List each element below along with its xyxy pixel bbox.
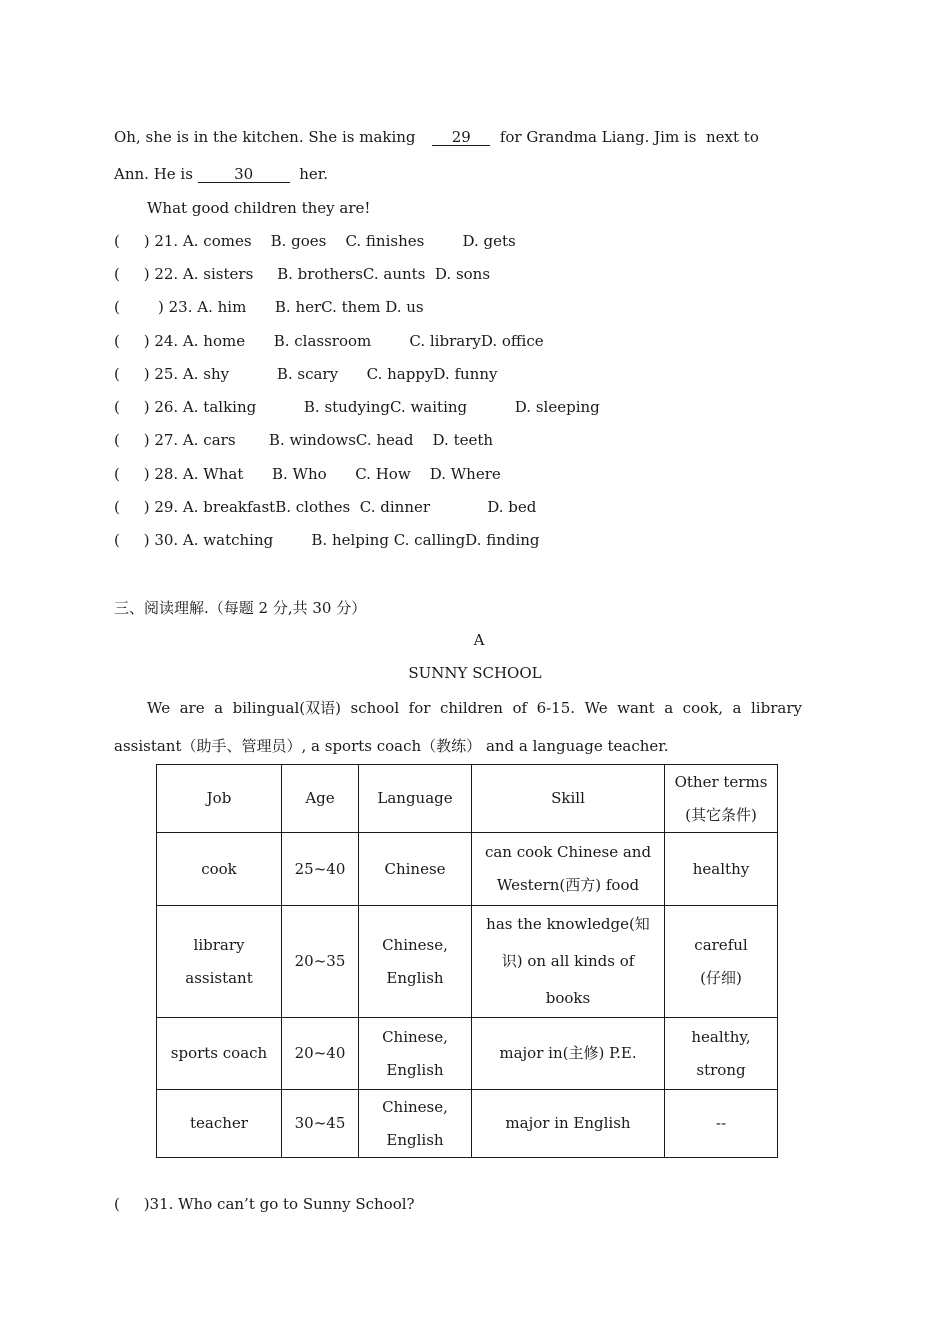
cell-skill: has the knowledge(知识) on all kinds of books [472, 906, 665, 1018]
cell-age: 30~45 [282, 1090, 359, 1158]
passage-title: SUNNY SCHOOL [408, 664, 542, 682]
cell-job: library assistant [157, 906, 282, 1018]
question-27: ( ) 27. A. cars B. windowsC. head D. teeth [114, 431, 494, 449]
passage-line-2 [114, 165, 328, 183]
intro-line-2: assistant（助手、管理员）, a sports coach（教练） and a language teacher. [114, 737, 669, 755]
question-31: ( )31. Who can’t go to Sunny School? [114, 1195, 415, 1213]
header-other-terms: Other terms (其它条件) [665, 765, 778, 833]
passage-text: Oh, she is in the kitchen. She is making [114, 128, 421, 146]
passage-text: for Grandma Liang. Jim is next to [490, 128, 759, 146]
part-label: A [473, 631, 485, 649]
passage-line-1 [114, 128, 759, 146]
blank-29: 29 [432, 130, 490, 146]
cell-language: Chinese, English [359, 906, 472, 1018]
blank-30: 30 [198, 167, 290, 183]
cell-skill: can cook Chinese and Western(西方) food [472, 833, 665, 906]
passage-line-3: What good children they are! [147, 199, 371, 217]
cell-language: Chinese, English [359, 1090, 472, 1158]
cell-age: 20~35 [282, 906, 359, 1018]
table-row [157, 1018, 778, 1090]
jobs-table [156, 764, 778, 1158]
table-row [157, 1090, 778, 1158]
question-23: ( ) 23. A. him B. herC. them D. us [114, 298, 424, 316]
question-22: ( ) 22. A. sisters B. brothersC. aunts D. sons [114, 265, 491, 283]
cell-skill: major in(主修) P.E. [472, 1018, 665, 1090]
cell-age: 20~40 [282, 1018, 359, 1090]
header-skill: Skill [472, 765, 665, 833]
table-row [157, 906, 778, 1018]
cell-job: sports coach [157, 1018, 282, 1090]
cell-other: healthy [665, 833, 778, 906]
cell-other: -- [665, 1090, 778, 1158]
question-26: ( ) 26. A. talking B. studyingC. waiting D. sleeping [114, 398, 600, 416]
question-29: ( ) 29. A. breakfastB. clothes C. dinner D. bed [114, 498, 537, 516]
intro-line-1: We are a bilingual(双语) school for children of 6-15. We want a cook, a library [147, 699, 802, 717]
table-header-row [157, 765, 778, 833]
question-30: ( ) 30. A. watching B. helping C. callingD. finding [114, 531, 540, 549]
cell-other: careful (仔细) [665, 906, 778, 1018]
passage-text: her. [289, 165, 329, 183]
question-25: ( ) 25. A. shy B. scary C. happyD. funny [114, 365, 498, 383]
question-24: ( ) 24. A. home B. classroom C. libraryD. office [114, 332, 544, 350]
header-job: Job [157, 765, 282, 833]
cell-other: healthy, strong [665, 1018, 778, 1090]
header-language: Language [359, 765, 472, 833]
header-age: Age [282, 765, 359, 833]
question-28: ( ) 28. A. What B. Who C. How D. Where [114, 465, 501, 483]
question-21: ( ) 21. A. comes B. goes C. finishes D. gets [114, 232, 516, 250]
table-row [157, 833, 778, 906]
section-heading: 三、阅读理解.（每题 2 分,共 30 分） [114, 599, 367, 617]
cell-job: cook [157, 833, 282, 906]
passage-text: Ann. He is [114, 165, 198, 183]
cell-skill: major in English [472, 1090, 665, 1158]
cell-age: 25~40 [282, 833, 359, 906]
cell-job: teacher [157, 1090, 282, 1158]
cell-language: Chinese, English [359, 1018, 472, 1090]
cell-language: Chinese [359, 833, 472, 906]
